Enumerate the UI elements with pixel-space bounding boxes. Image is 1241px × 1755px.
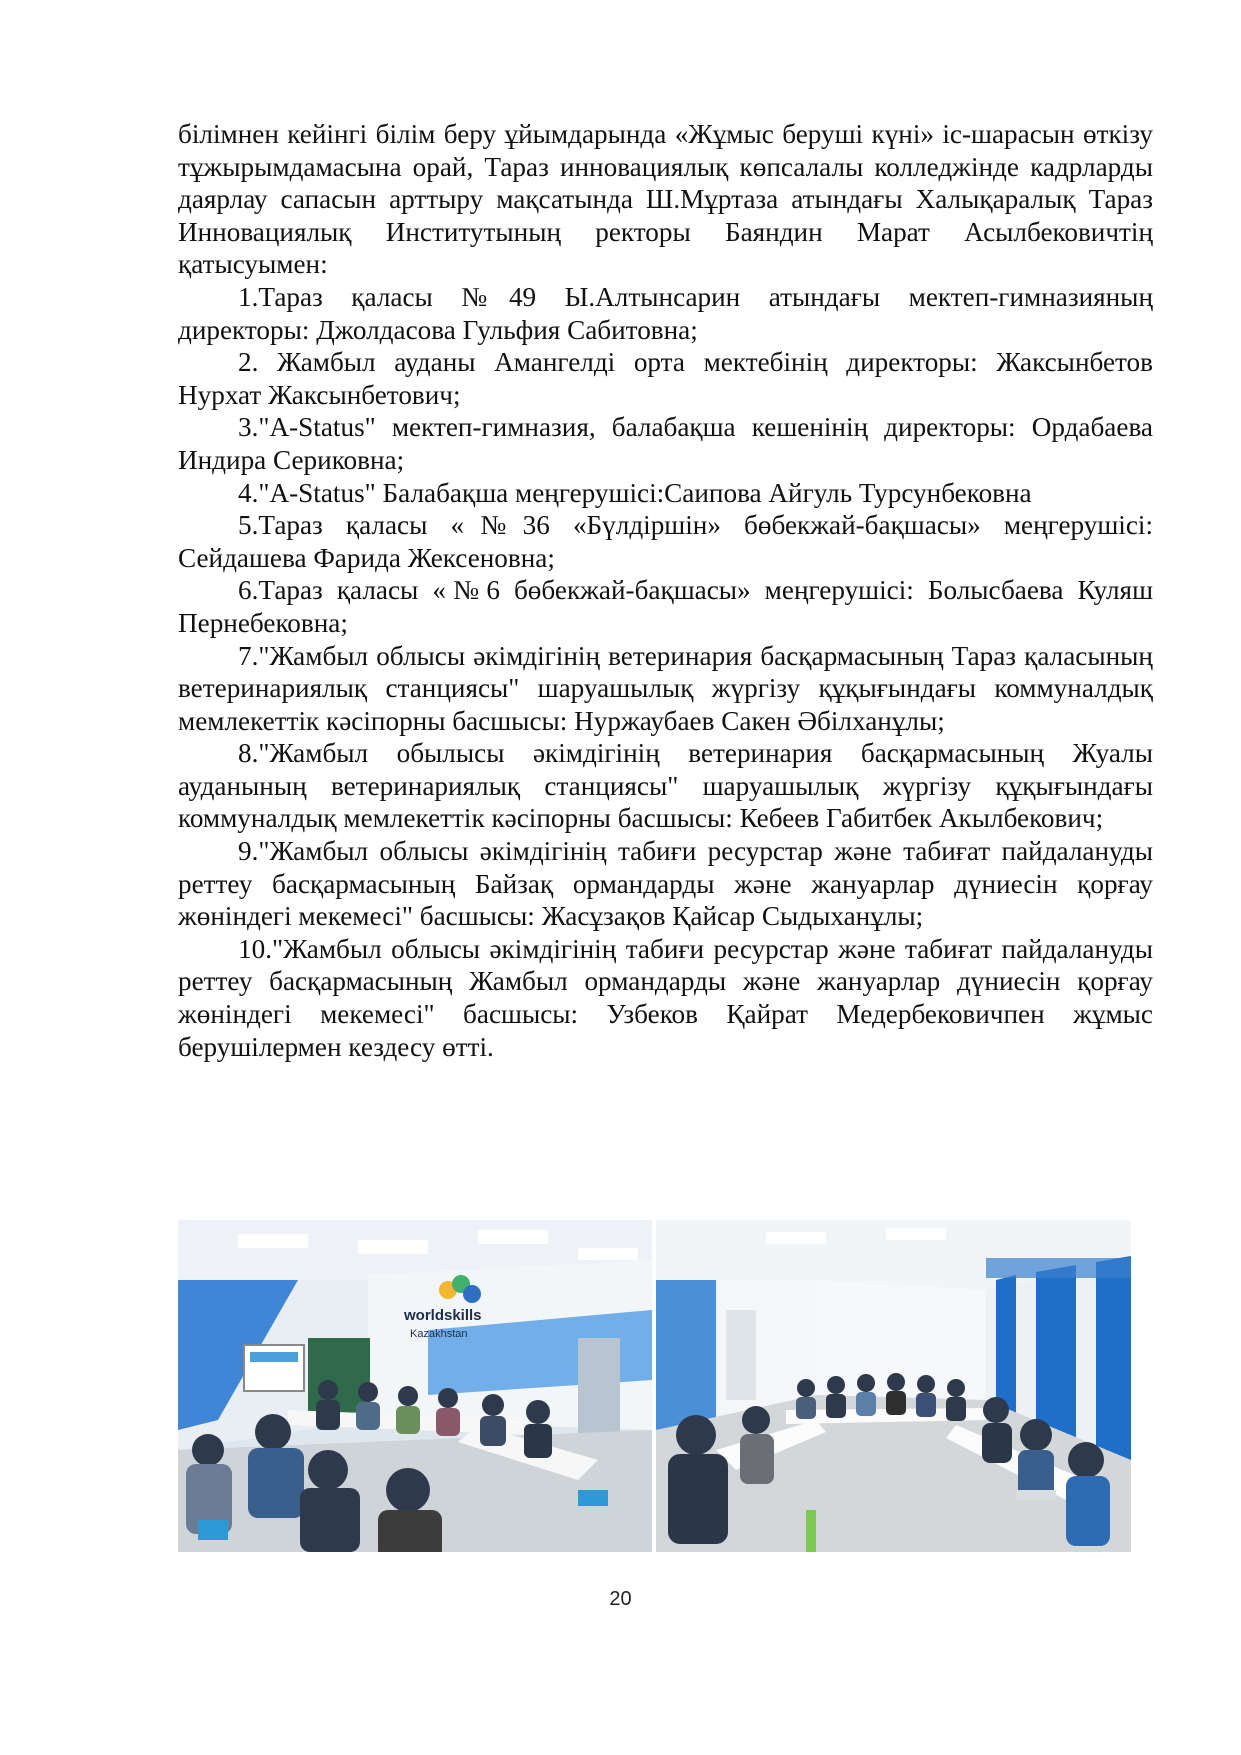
paragraph-4: 3."A-Status" мектеп-гимназия, балабақша кешенінің директоры: Ордабаева Индира Сериковна; xyxy=(178,412,1153,475)
paragraph-3: 2. Жамбыл ауданы Амангелді орта мектебінің директоры: Жаксынбетов Нурхат Жаксынбетович; xyxy=(178,347,1153,410)
body-text xyxy=(178,118,1153,1063)
meeting-photo-left xyxy=(178,1220,652,1552)
paragraph-10: 9."Жамбыл облысы әкімдігінің табиғи ресурстар және табиғат пайдалануды реттеу басқармасының Байзақ ормандарды және жануарлар дүниесін қорғау жөніндегі мекемесі" басшысы: Жасұзақов Қайсар Сыдыханұлы; xyxy=(178,836,1153,932)
paragraph-2: 1.Тараз қаласы №49 Ы.Алтынсарин атындағы мектеп-гимназияның директоры: Джолдасова Гульфия Сабитовна; xyxy=(178,281,1153,345)
paragraph-6: 5.Тараз қаласы «№36 «Бүлдіршін» бөбекжай-бақшасы» меңгерушісі: Сейдашева Фарида Жексеновна; xyxy=(178,510,1153,573)
meeting-photo-right-image xyxy=(656,1220,1131,1552)
page-number: 20 xyxy=(609,1588,632,1610)
paragraph-7: 6.Тараз қаласы «№6 бөбекжай-бақшасы» меңгерушісі: Болысбаева Куляш Пернебековна; xyxy=(178,575,1153,638)
kazakhstan-logo-text: Kazakhstan xyxy=(410,1328,468,1340)
paragraph-8: 7."Жамбыл облысы әкімдігінің ветеринария басқармасының Тараз қаласының ветеринариялық станциясы" шаруашылық жүргізу құқығындағы коммуналдық мемлекеттік кәсіпорны басшысы: Нуржаубаев Сакен Әбілханұлы; xyxy=(178,640,1153,736)
paragraph-1: білімнен кейінгі білім беру ұйымдарында «Жұмыс беруші күні» іс-шарасын өткізу тұжырымдамасына орай, Тараз инновациялық көпсалалы колледжінде кадрларды даярлау сапасын арттыру мақсатында Ш.Мұртаза атындағы Халықаралық Тараз Инновациялық Институтының ректоры Баяндин Марат Асылбековичтің қатысуымен: xyxy=(178,119,1153,280)
meeting-photo-left-image xyxy=(178,1220,652,1552)
photo-strip xyxy=(178,1220,1131,1552)
paragraph-5: 4."A-Status" Балабақша меңгерушісі:Саипова Айгуль Турсунбековна xyxy=(238,477,1032,508)
worldskills-logo-text: worldskills xyxy=(404,1307,482,1324)
meeting-photo-right xyxy=(656,1220,1131,1552)
paragraph-11: 10."Жамбыл облысы әкімдігінің табиғи ресурстар және табиғат пайдалануды реттеу басқармасының Жамбыл ормандарды және жануарлар дүниесін қорғау жөніндегі мекемесі" басшысы: Узбеков Қайрат Медербековичпен жұмыс берушілермен кездесу өтті. xyxy=(178,933,1153,1062)
paragraph-9: 8."Жамбыл обылысы әкімдігінің ветеринария басқармасының Жуалы ауданының ветеринариялық станциясы" шаруашылық жүргізу құқығындағы коммуналдық мемлекеттік кәсіпорны басшысы: Кебеев Габитбек Акылбекович; xyxy=(178,738,1153,834)
